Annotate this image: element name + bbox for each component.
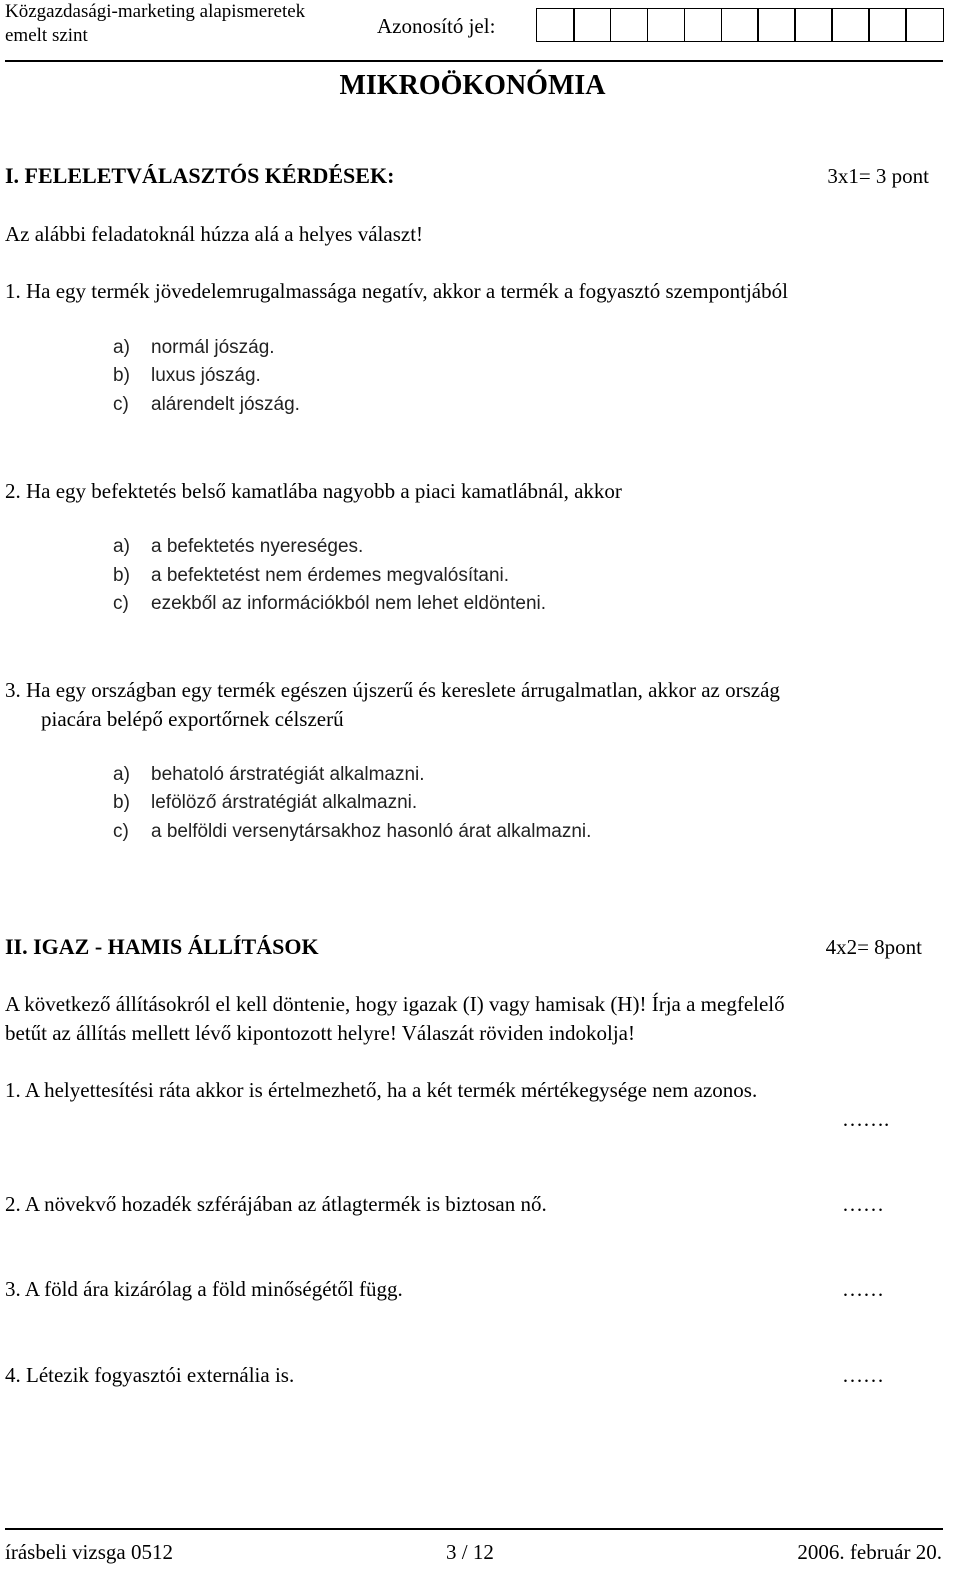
- question-2-option-a[interactable]: [113, 536, 363, 558]
- option-text: alárendelt jószág.: [151, 394, 300, 415]
- statement-4: 4. Létezik fogyasztói externália is.: [5, 1363, 295, 1387]
- statement-3: 3. A föld ára kizárólag a föld minőségétől függ.: [5, 1277, 403, 1301]
- footer-exam: írásbeli vizsga 0512: [5, 1540, 173, 1564]
- option-label: c): [113, 593, 129, 614]
- question-3-cont: piacára belépő exportőrnek célszerű: [41, 707, 344, 731]
- header-subject-block: [5, 0, 305, 48]
- option-label: b): [113, 565, 130, 586]
- id-box[interactable]: [610, 8, 649, 42]
- id-box[interactable]: [721, 8, 760, 42]
- page-title: MIKROÖKONÓMIA: [339, 70, 606, 101]
- question-3-option-c[interactable]: [113, 821, 591, 843]
- option-text: behatoló árstratégiát alkalmazni.: [151, 764, 425, 785]
- section2-instruction-1: A következő állításokról el kell döntenie, hogy igazak (I) vagy hamisak (H)! Írja a megfelelő: [5, 992, 785, 1016]
- statement-1: 1. A helyettesítési ráta akkor is értelmezhető, ha a két termék mértékegysége nem azonos.: [5, 1078, 758, 1102]
- question-1-option-b[interactable]: [113, 365, 261, 387]
- question-2-option-b[interactable]: [113, 565, 509, 587]
- question-3: 3. Ha egy országban egy termék egészen újszerű és kereslete árrugalmatlan, akkor az ország: [5, 678, 780, 702]
- question-3-option-a[interactable]: [113, 764, 425, 786]
- id-box[interactable]: [647, 8, 686, 42]
- header-subject: Közgazdasági-marketing alapismeretek: [5, 1, 306, 22]
- option-text: luxus jószág.: [151, 365, 261, 386]
- option-text: normál jószág.: [151, 337, 275, 358]
- question-2-option-c[interactable]: [113, 593, 546, 615]
- statement-1-blank[interactable]: …….: [842, 1107, 890, 1131]
- option-text: a befektetést nem érdemes megvalósítani.: [151, 565, 510, 586]
- option-text: ezekből az információkból nem lehet eldönteni.: [151, 593, 547, 614]
- option-label: c): [113, 394, 129, 415]
- option-label: b): [113, 365, 130, 386]
- footer-date: 2006. február 20.: [797, 1540, 942, 1564]
- id-box[interactable]: [905, 8, 944, 42]
- id-box[interactable]: [684, 8, 723, 42]
- option-label: a): [113, 536, 130, 557]
- question-1: 1. Ha egy termék jövedelemrugalmassága negatív, akkor a termék a fogyasztó szempontjából: [5, 279, 788, 303]
- option-label: a): [113, 764, 130, 785]
- id-box[interactable]: [573, 8, 612, 42]
- option-text: lefölöző árstratégiát alkalmazni.: [151, 792, 418, 813]
- id-box[interactable]: [794, 8, 833, 42]
- id-box[interactable]: [536, 8, 575, 42]
- id-box[interactable]: [868, 8, 907, 42]
- option-label: c): [113, 821, 129, 842]
- section1-instruction: Az alábbi feladatoknál húzza alá a helyes választ!: [5, 222, 424, 246]
- id-box[interactable]: [831, 8, 870, 42]
- statement-4-blank[interactable]: ……: [842, 1363, 884, 1387]
- header-level: emelt szint: [5, 25, 88, 46]
- option-text: a befektetés nyereséges.: [151, 536, 364, 557]
- section1-heading: I. FELELETVÁLASZTÓS KÉRDÉSEK:: [5, 163, 395, 188]
- header-rule: [5, 60, 943, 62]
- option-text: a belföldi versenytársakhoz hasonló árat alkalmazni.: [151, 821, 592, 842]
- footer-page-number: 3 / 12: [446, 1540, 494, 1564]
- id-boxes: [536, 8, 942, 42]
- statement-2: 2. A növekvő hozadék szférájában az átlagtermék is biztosan nő.: [5, 1192, 547, 1216]
- id-box[interactable]: [757, 8, 796, 42]
- question-1-option-a[interactable]: [113, 337, 275, 359]
- section1-points: 3x1= 3 pont: [827, 164, 929, 188]
- option-label: b): [113, 792, 130, 813]
- statement-3-blank[interactable]: ……: [842, 1277, 884, 1301]
- id-label: Azonosító jel:: [377, 14, 496, 38]
- section2-instruction-2: betűt az állítás mellett lévő kipontozott helyre! Válaszát röviden indokolja!: [5, 1021, 635, 1045]
- footer-rule: [5, 1528, 943, 1530]
- question-2: 2. Ha egy befektetés belső kamatlába nagyobb a piaci kamatlábnál, akkor: [5, 479, 622, 503]
- statement-2-blank[interactable]: ……: [842, 1192, 884, 1216]
- section2-heading: II. IGAZ - HAMIS ÁLLÍTÁSOK: [5, 934, 319, 959]
- question-3-option-b[interactable]: [113, 792, 417, 814]
- section2-points: 4x2= 8pont: [825, 935, 922, 959]
- option-label: a): [113, 337, 130, 358]
- question-1-option-c[interactable]: [113, 394, 300, 416]
